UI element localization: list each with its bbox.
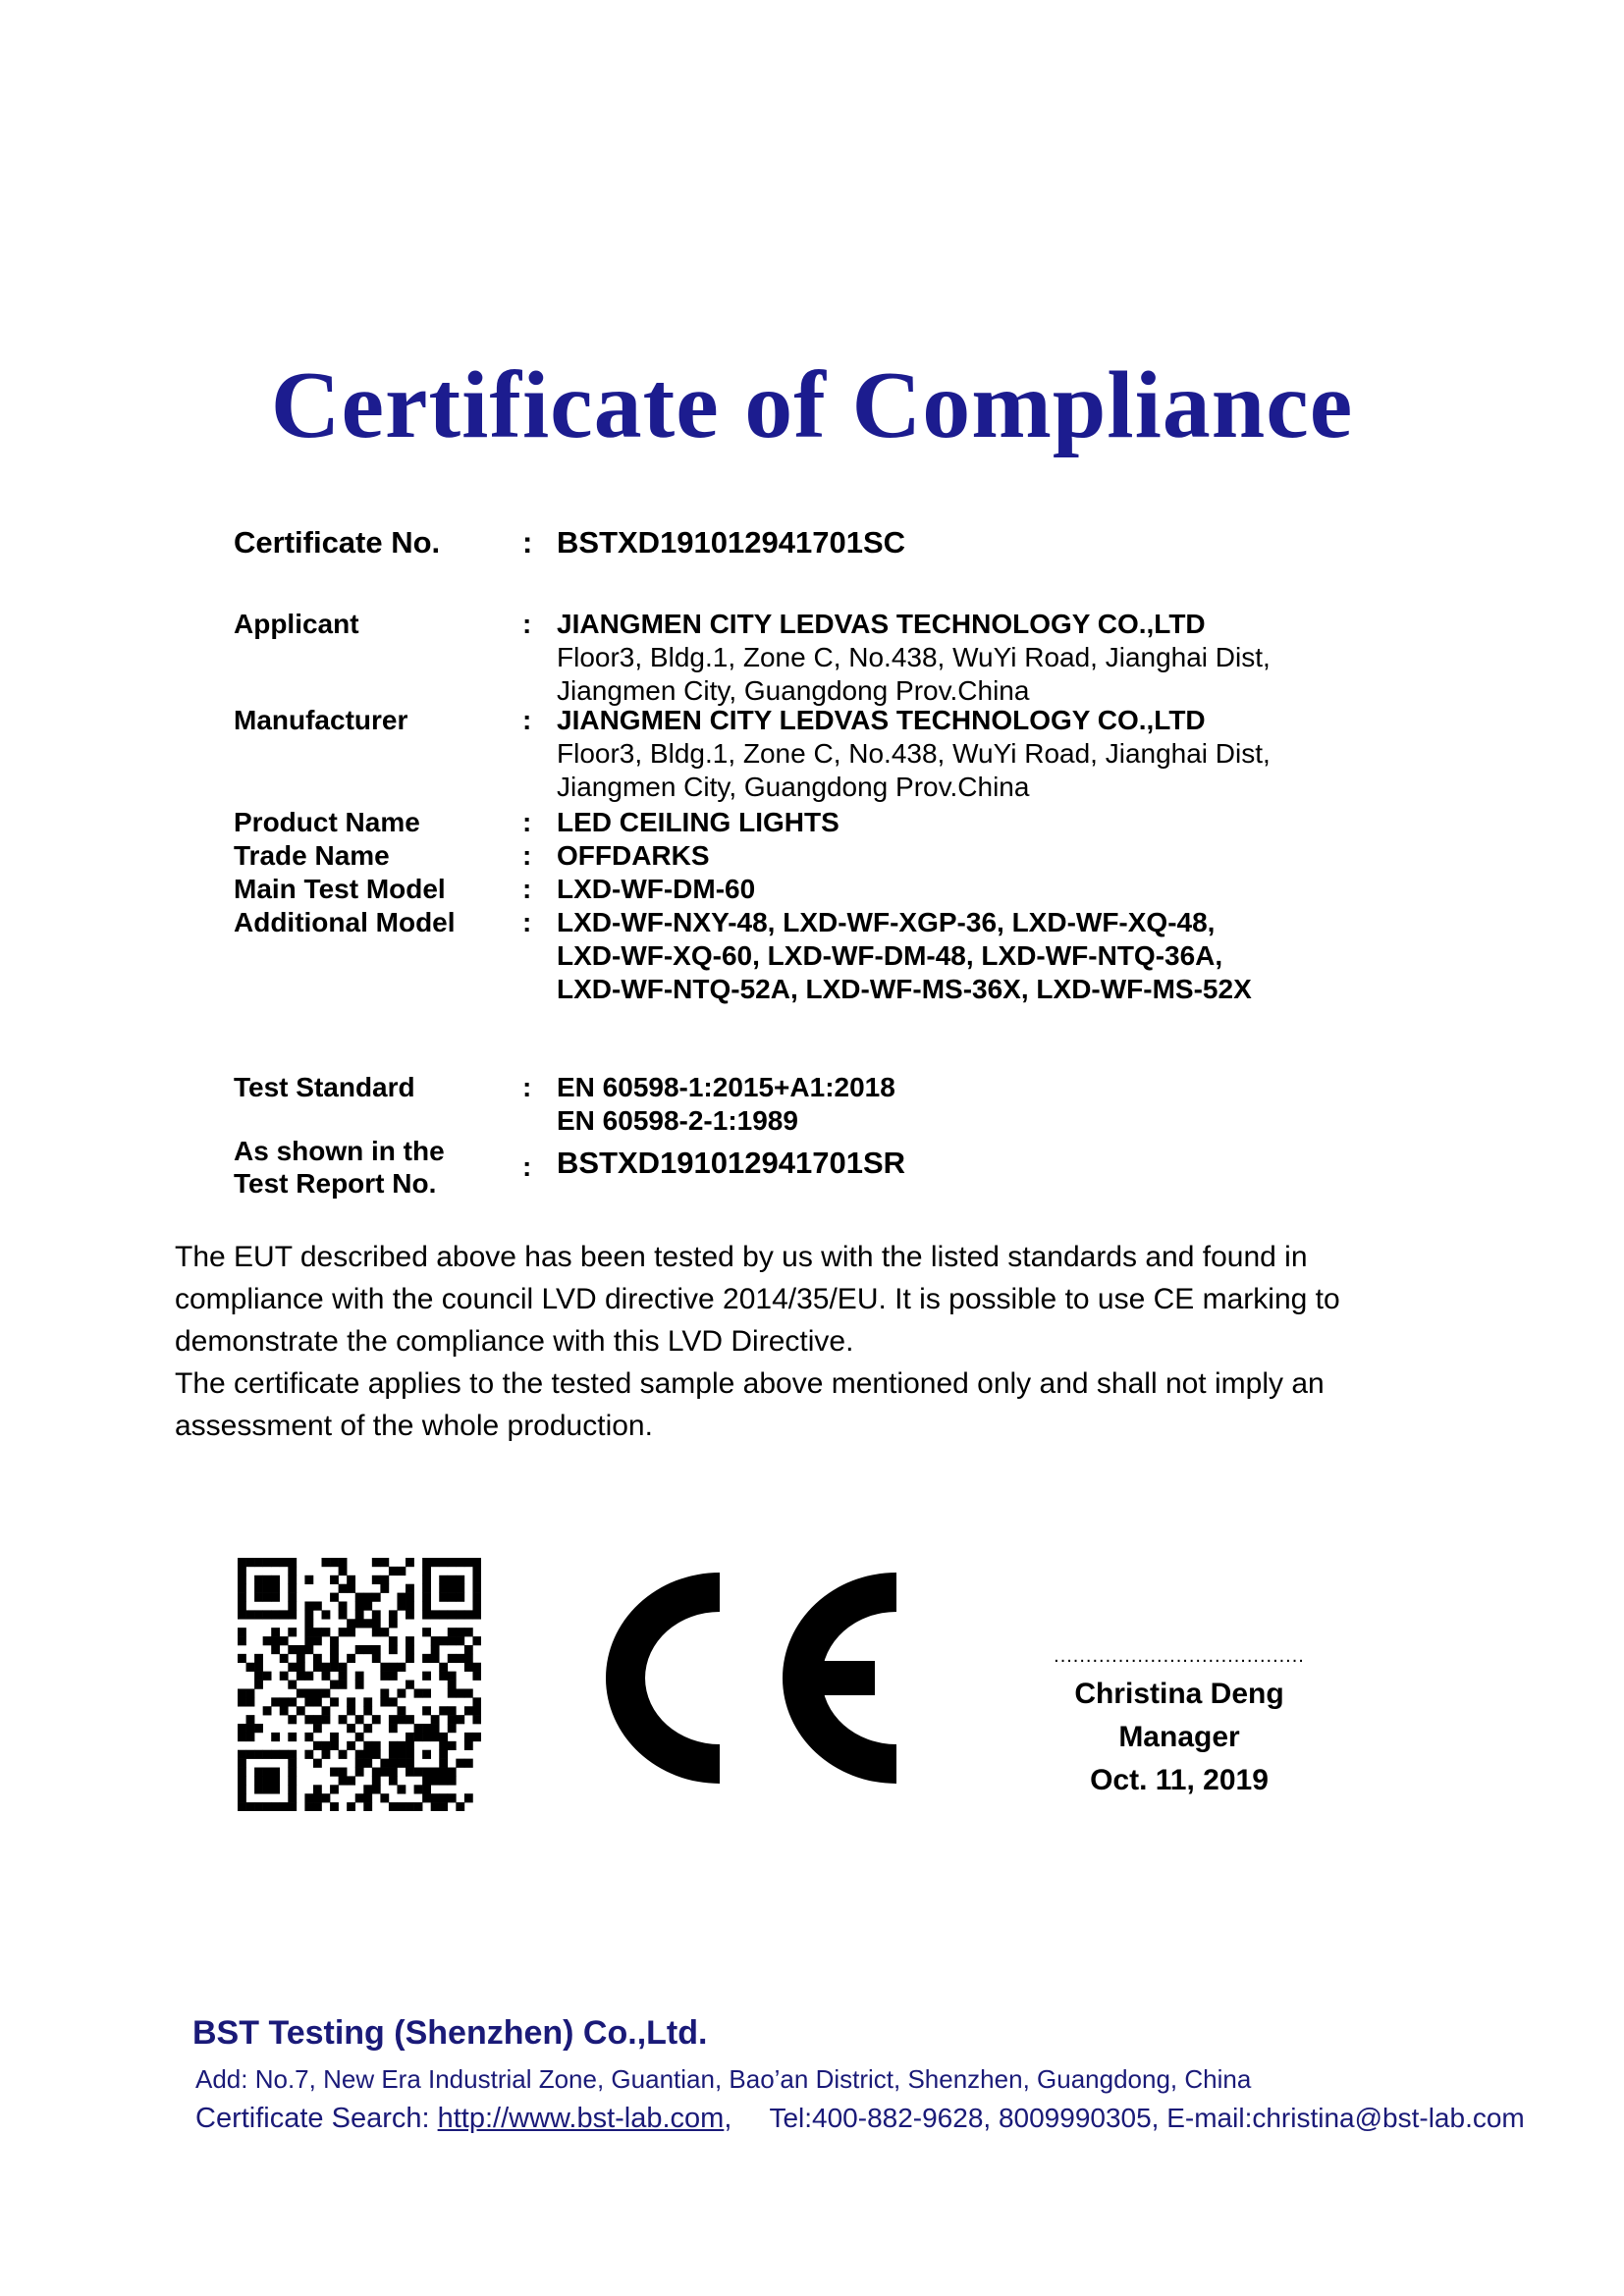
applicant-address-1: Floor3, Bldg.1, Zone C, No.438, WuYi Road, Jianghai Dist, <box>557 642 1271 672</box>
certificate-statement <box>175 1236 1457 1447</box>
colon: : <box>522 1072 532 1102</box>
field-label: Main Test Model <box>234 874 446 904</box>
additional-model-line-2: LXD-WF-XQ-60, LXD-WF-DM-48, LXD-WF-NTQ-36A, <box>557 940 1223 971</box>
colon: : <box>522 807 532 837</box>
lab-contact-info: Tel:400-882-9628, 8009990305, E-mail:christina@bst-lab.com <box>769 2103 1525 2133</box>
test-standard-line-1: EN 60598-1:2015+A1:2018 <box>557 1072 895 1102</box>
additional-model-line-3: LXD-WF-NTQ-52A, LXD-WF-MS-36X, LXD-WF-MS-52X <box>557 974 1252 1004</box>
colon: : <box>522 840 532 871</box>
lab-company-name: BST Testing (Shenzhen) Co.,Ltd. <box>192 2014 708 2052</box>
ce-mark <box>606 1573 896 1784</box>
field-value <box>557 704 1271 804</box>
field-value: OFFDARKS <box>557 840 710 871</box>
ce-letter-c <box>606 1573 720 1784</box>
signature-date: Oct. 11, 2019 <box>1090 1764 1269 1796</box>
qr-code <box>238 1558 481 1811</box>
statement-paragraph-2: The certificate applies to the tested sample above mentioned only and shall not imply an assessment of the whole production. <box>175 1367 1325 1442</box>
statement-paragraph-1: The EUT described above has been tested by us with the listed standards and found in compliance with the council LVD directive 2014/35/EU. It is possible to use CE marking to demonstrate the compliance with this LVD Directive. <box>175 1241 1340 1358</box>
field-label: Additional Model <box>234 907 456 937</box>
field-label: Certificate No. <box>234 525 441 560</box>
test-standard-line-2: EN 60598-2-1:1989 <box>557 1105 798 1136</box>
field-value: BSTXD191012941701SR <box>557 1146 906 1180</box>
signature-dotted-line: ....................................... <box>1054 1645 1305 1667</box>
additional-model-line-1: LXD-WF-NXY-48, LXD-WF-XGP-36, LXD-WF-XQ-48, <box>557 907 1216 937</box>
manufacturer-address-1: Floor3, Bldg.1, Zone C, No.438, WuYi Road, Jianghai Dist, <box>557 738 1271 769</box>
search-separator: , <box>724 2103 732 2134</box>
applicant-company: JIANGMEN CITY LEDVAS TECHNOLOGY CO.,LTD <box>557 609 1206 639</box>
field-value <box>557 608 1271 708</box>
signatory-role: Manager <box>1118 1721 1240 1753</box>
field-value: LXD-WF-DM-60 <box>557 874 756 904</box>
field-value <box>557 1071 895 1138</box>
manufacturer-address-2: Jiangmen City, Guangdong Prov.China <box>557 772 1030 802</box>
colon: : <box>522 874 532 904</box>
certificate-search-line <box>195 2103 1525 2135</box>
colon: : <box>522 907 532 937</box>
certificate-search-label: Certificate Search: <box>195 2103 430 2134</box>
field-value: LED CEILING LIGHTS <box>557 807 839 837</box>
certificate-title: Certificate of Compliance <box>270 352 1354 458</box>
manufacturer-company: JIANGMEN CITY LEDVAS TECHNOLOGY CO.,LTD <box>557 705 1206 735</box>
field-label: Manufacturer <box>234 705 408 735</box>
colon: : <box>522 1151 532 1182</box>
colon: : <box>522 525 533 560</box>
certificate-search-link[interactable]: http://www.bst-lab.com <box>437 2103 725 2134</box>
ce-letter-e-bar <box>808 1661 875 1695</box>
colon: : <box>522 705 532 735</box>
signatory-name: Christina Deng <box>1074 1678 1284 1710</box>
applicant-address-2: Jiangmen City, Guangdong Prov.China <box>557 675 1030 706</box>
lab-address: Add: No.7, New Era Industrial Zone, Guantian, Bao’an District, Shenzhen, Guangdong, China <box>195 2064 1252 2094</box>
field-label: As shown in the Test Report No. <box>234 1136 445 1199</box>
field-label: Trade Name <box>234 840 390 871</box>
colon: : <box>522 609 532 639</box>
field-label: Test Standard <box>234 1072 415 1102</box>
field-label: Product Name <box>234 807 420 837</box>
field-value: BSTXD191012941701SC <box>557 525 906 560</box>
signature-block <box>1002 1647 1356 1802</box>
field-value <box>557 906 1252 1006</box>
field-label: Applicant <box>234 609 359 639</box>
